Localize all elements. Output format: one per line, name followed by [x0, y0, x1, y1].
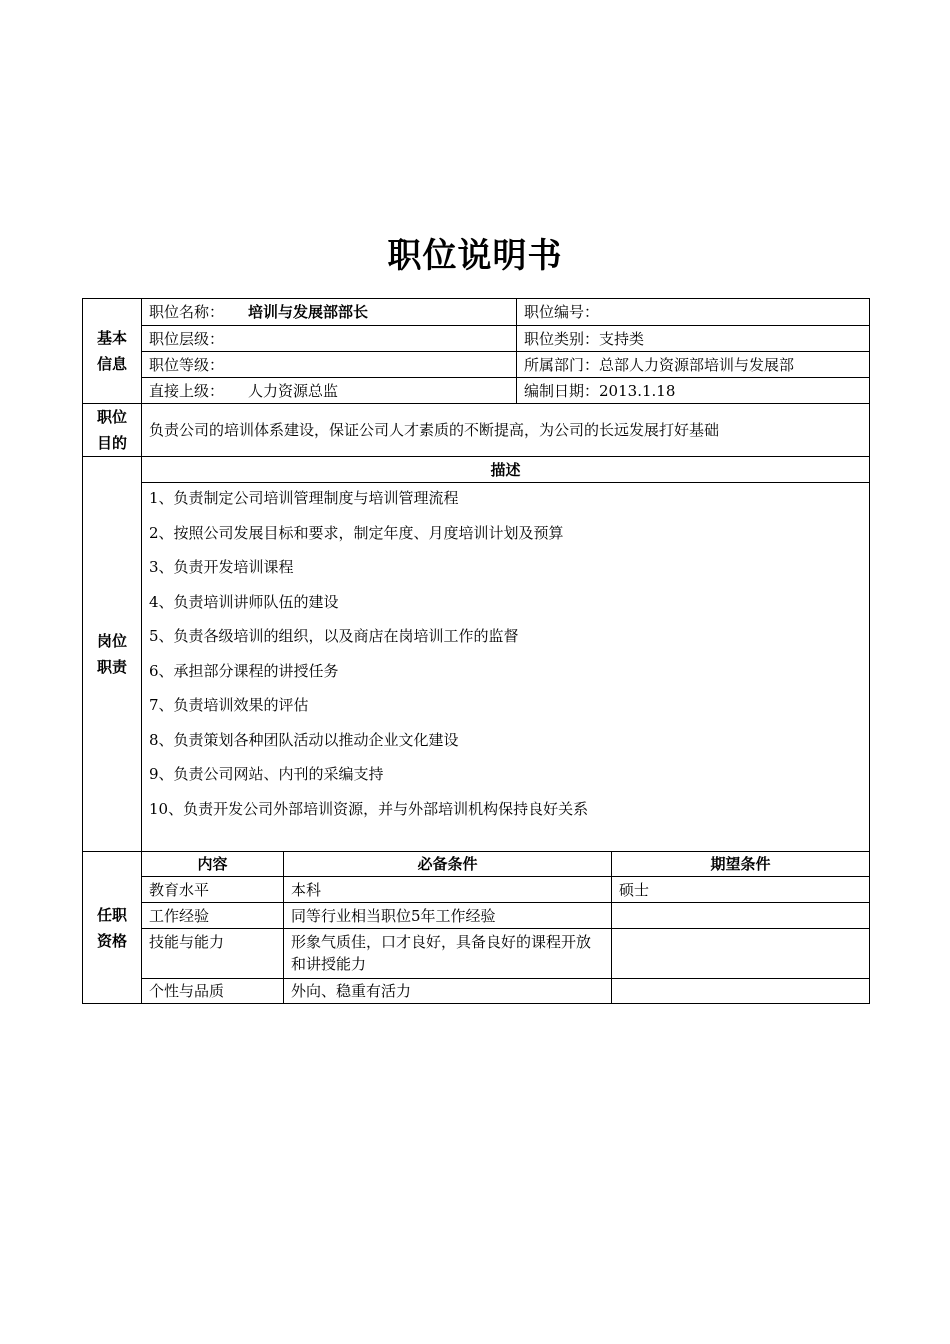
qual-header-row	[83, 852, 870, 877]
qual-header-expected: 期望条件	[612, 852, 870, 877]
position-grade-label: 职位等级：	[149, 355, 225, 374]
duties-header: 描述	[142, 457, 870, 483]
duty-item: 10、负责开发公司外部培训资源，并与外部培训机构保持良好关系	[149, 799, 589, 818]
superior-label: 直接上级：	[149, 381, 225, 400]
basic-row-grade	[83, 352, 870, 378]
table-row	[83, 903, 870, 929]
duty-item: 7、负责培训效果的评估	[149, 696, 309, 714]
qual-item: 个性与品质	[142, 979, 284, 1004]
qual-item: 教育水平	[142, 877, 284, 903]
position-grade-cell	[142, 352, 517, 378]
position-code-cell	[517, 299, 870, 326]
duty-item: 4、负责培训讲师队伍的建设	[149, 592, 339, 611]
qual-item: 技能与能力	[142, 929, 284, 979]
position-level-cell	[142, 326, 517, 352]
date-value: 2013.1.18	[599, 381, 676, 400]
superior-cell	[142, 378, 517, 404]
duty-item: 3、负责开发培训课程	[149, 558, 294, 576]
duties-list	[149, 483, 869, 832]
duty-item: 2、按照公司发展目标和要求，制定年度、月度培训计划及预算	[149, 523, 564, 542]
qual-expected	[612, 903, 870, 929]
position-category-cell	[517, 326, 870, 352]
position-name-label: 职位名称：	[149, 303, 225, 321]
table-row	[83, 929, 870, 979]
duty-item: 8、负责策划各种团队活动以推动企业文化建设	[149, 730, 459, 749]
purpose-label: 职位 目的	[83, 404, 142, 457]
date-label: 编制日期：	[524, 381, 600, 400]
qual-item: 工作经验	[142, 903, 284, 929]
position-level-label: 职位层级：	[149, 329, 225, 348]
qual-expected	[612, 979, 870, 1004]
qual-expected	[612, 929, 870, 979]
department-value: 总部人力资源部培训与发展部	[599, 355, 795, 374]
qual-header-item: 内容	[142, 852, 284, 877]
position-name-value: 培训与发展部部长	[248, 303, 369, 321]
qual-header-required: 必备条件	[284, 852, 612, 877]
position-category-value: 支持类	[599, 329, 645, 348]
qual-required: 同等行业相当职位5年工作经验	[284, 903, 612, 929]
position-code-label: 职位编号：	[524, 303, 600, 321]
department-label: 所属部门：	[524, 355, 600, 374]
duties-list-cell	[142, 483, 870, 852]
basic-info-label: 基本 信息	[83, 299, 142, 404]
qual-required: 外向、稳重有活力	[284, 979, 612, 1004]
basic-row-level	[83, 326, 870, 352]
qual-required: 本科	[284, 877, 612, 903]
qualifications-label: 任职 资格	[83, 852, 142, 1004]
duty-item: 9、负责公司网站、内刊的采编支持	[149, 765, 384, 783]
duties-header-row	[83, 457, 870, 483]
basic-row-name	[83, 299, 870, 326]
purpose-row	[83, 404, 870, 457]
page-title: 职位说明书	[387, 236, 563, 276]
duty-item: 5、负责各级培训的组织，以及商店在岗培训工作的监督	[149, 627, 519, 645]
duties-body-row	[83, 483, 870, 852]
superior-value: 人力资源总监	[248, 381, 339, 400]
table-row	[83, 979, 870, 1004]
table-row	[83, 877, 870, 903]
basic-row-superior	[83, 378, 870, 404]
qual-expected: 硕士	[612, 877, 870, 903]
position-name-cell	[142, 299, 517, 326]
duty-item: 6、承担部分课程的讲授任务	[149, 661, 339, 680]
date-cell	[517, 378, 870, 404]
purpose-text: 负责公司的培训体系建设，保证公司人才素质的不断提高，为公司的长远发展打好基础	[142, 404, 870, 457]
qual-required: 形象气质佳，口才良好，具备良好的课程开放和讲授能力	[284, 929, 612, 979]
duty-item: 1、负责制定公司培训管理制度与培训管理流程	[149, 489, 459, 507]
job-description-table	[82, 298, 870, 1004]
department-cell	[517, 352, 870, 378]
position-category-label: 职位类别：	[524, 329, 600, 348]
duties-label: 岗位 职责	[83, 457, 142, 852]
